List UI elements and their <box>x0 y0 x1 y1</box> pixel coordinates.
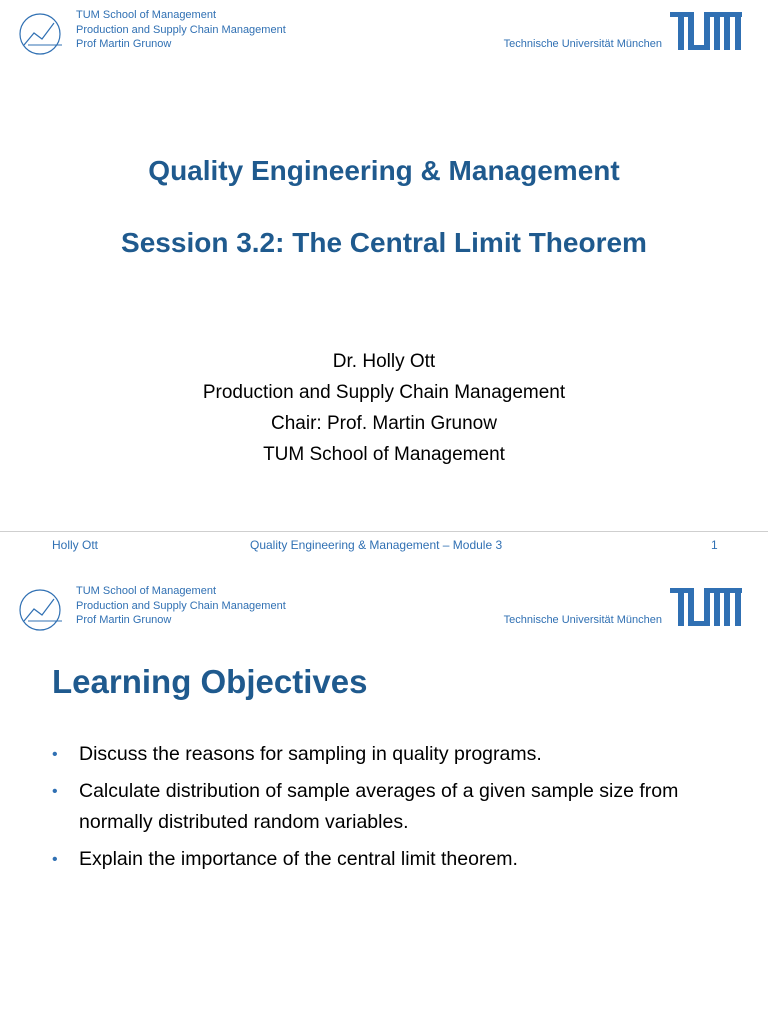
header-line: TUM School of Management <box>76 585 217 597</box>
bullet-icon: • <box>52 851 58 868</box>
header-line: TUM School of Management <box>76 9 217 21</box>
objective-text: Explain the importance of the central limit theorem. <box>79 848 518 870</box>
bullet-icon: • <box>52 746 58 763</box>
list-item <box>52 739 732 770</box>
bullet-icon: • <box>52 783 58 800</box>
slide-title: Quality Engineering & Management <box>148 155 620 186</box>
slide-heading: Learning Objectives <box>52 663 368 700</box>
header-line: Production and Supply Chain Management <box>76 23 286 36</box>
department-logo-icon <box>18 587 64 633</box>
tum-logo-icon <box>670 12 742 50</box>
presenter-line: Production and Supply Chain Management <box>202 382 566 403</box>
objective-text: Discuss the reasons for sampling in quality programs. <box>79 743 542 765</box>
header-line: Production and Supply Chain Management <box>76 599 286 612</box>
list-item <box>52 776 732 838</box>
header-line: Prof Martin Grunow <box>76 38 172 50</box>
learning-objectives-slide <box>0 576 768 1024</box>
header-affiliation <box>76 8 286 52</box>
university-name: Technische Universität München <box>503 614 662 626</box>
footer-author: Holly Ott <box>52 538 99 552</box>
list-item <box>52 844 732 875</box>
footer-divider <box>0 531 768 532</box>
department-logo-icon <box>18 11 64 57</box>
footer-course: Quality Engineering & Management – Module 3 <box>250 538 503 552</box>
objectives-list <box>52 739 732 881</box>
header-affiliation <box>76 584 286 628</box>
tum-logo-icon <box>670 588 742 626</box>
footer-page-number: 1 <box>711 538 718 552</box>
objective-text: Calculate distribution of sample averages of a given sample size from normally distributed random variables. <box>79 780 679 833</box>
presenter-line: Chair: Prof. Martin Grunow <box>271 413 497 434</box>
presenter-line: TUM School of Management <box>263 444 505 465</box>
university-name: Technische Universität München <box>503 38 662 50</box>
presenter-block <box>0 346 768 470</box>
slide-subtitle: Session 3.2: The Central Limit Theorem <box>121 227 647 258</box>
presenter-line: Dr. Holly Ott <box>332 351 436 372</box>
header-line: Prof Martin Grunow <box>76 614 172 626</box>
